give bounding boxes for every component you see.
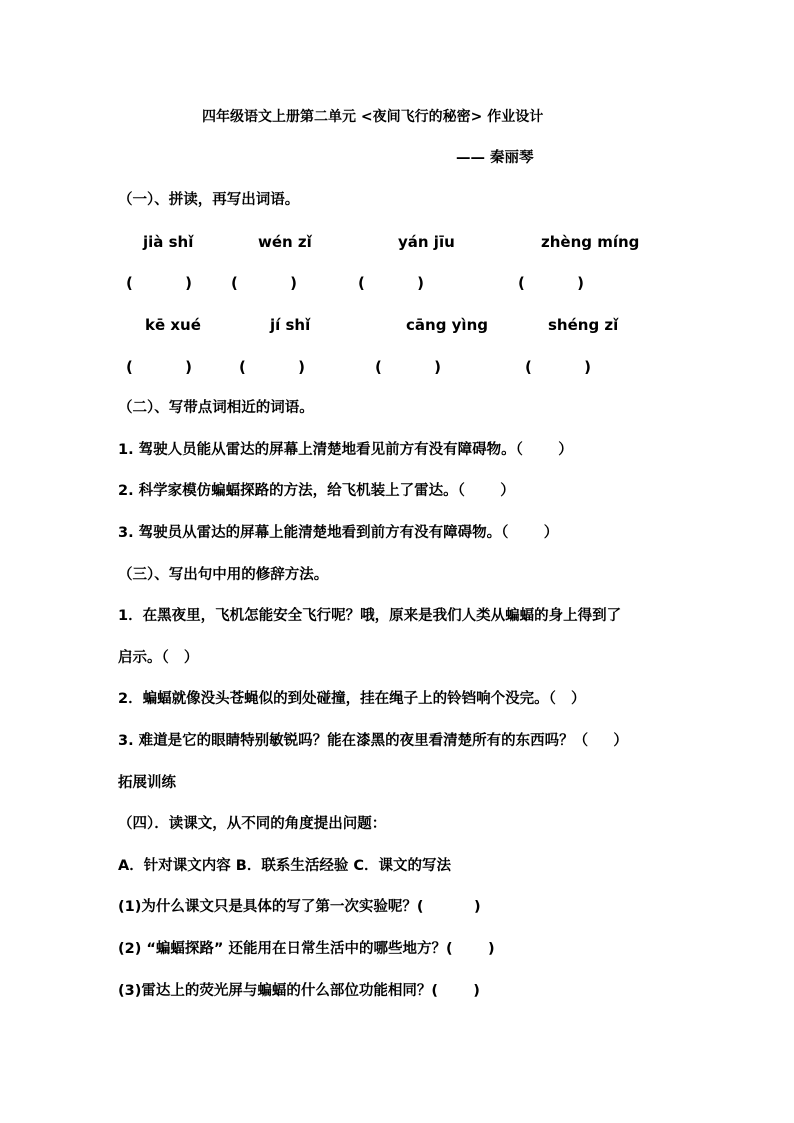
answer-blank[interactable]: ( ) [126, 358, 192, 376]
question-1: (1)为什么课文只是具体的写了第一次实验呢？( ) [118, 899, 481, 915]
answer-blank[interactable]: ( ) [126, 274, 192, 292]
section3-item-3: 3. 难道是它的眼睛特别敏锐吗？能在漆黑的夜里看清楚所有的东西吗？（ ） [118, 733, 628, 749]
author-line: —— 秦丽琴 [456, 150, 534, 166]
answer-blank[interactable]: ( ) [239, 358, 305, 376]
answer-blank[interactable]: ( ) [358, 274, 424, 292]
answer-blank[interactable]: ( ) [518, 274, 584, 292]
pinyin-3: yán jīu [398, 233, 455, 251]
question-2: (2) “蝙蝠探路” 还能用在日常生活中的哪些地方？( ) [118, 941, 495, 957]
section3-item-1-line-2: 启示。（ ） [118, 650, 199, 666]
section2-item-2: 2. 科学家模仿蝙蝠探路的方法，给飞机装上了雷达。（ ） [118, 483, 515, 499]
pinyin-2: wén zǐ [258, 233, 312, 251]
section3-item-1-line-1: 1．在黑夜里，飞机怎能安全飞行呢？哦，原来是我们人类从蝙蝠的身上得到了 [118, 608, 622, 624]
section2-heading: （二）、写带点词相近的词语。 [118, 400, 314, 416]
section1-heading: （一）、拼读，再写出词语。 [118, 192, 300, 208]
answer-blank[interactable]: ( ) [231, 274, 297, 292]
answer-blank[interactable]: ( ) [525, 358, 591, 376]
section2-item-3: 3. 驾驶员从雷达的屏幕上能清楚地看到前方有没有障碍物。（ ） [118, 525, 559, 541]
extension-heading: 拓展训练 [118, 775, 176, 791]
pinyin-6: jí shǐ [270, 316, 311, 334]
pinyin-1: jià shǐ [143, 233, 194, 251]
pinyin-5: kē xué [145, 316, 201, 334]
section4-heading: （四）．读课文，从不同的角度提出问题： [118, 816, 387, 832]
page-title: 四年级语文上册第二单元 <夜间飞行的秘密> 作业设计 [202, 109, 544, 125]
answer-blank[interactable]: ( ) [375, 358, 441, 376]
question-3: (3)雷达上的荧光屏与蝙蝠的什么部位功能相同？( ) [118, 983, 480, 999]
question-angle-options: A．针对课文内容 B．联系生活经验 C．课文的写法 [118, 858, 452, 874]
section2-item-1: 1. 驾驶人员能从雷达的屏幕上清楚地看见前方有没有障碍物。（ ） [118, 442, 573, 458]
pinyin-4: zhèng míng [541, 233, 640, 251]
section3-item-2: 2．蝙蝠就像没头苍蝇似的到处碰撞，挂在绳子上的铃铛响个没完。（ ） [118, 691, 586, 707]
section3-heading: （三）、写出句中用的修辞方法。 [118, 567, 329, 583]
pinyin-7: cāng yìng [406, 316, 488, 334]
pinyin-8: shéng zǐ [548, 316, 619, 334]
